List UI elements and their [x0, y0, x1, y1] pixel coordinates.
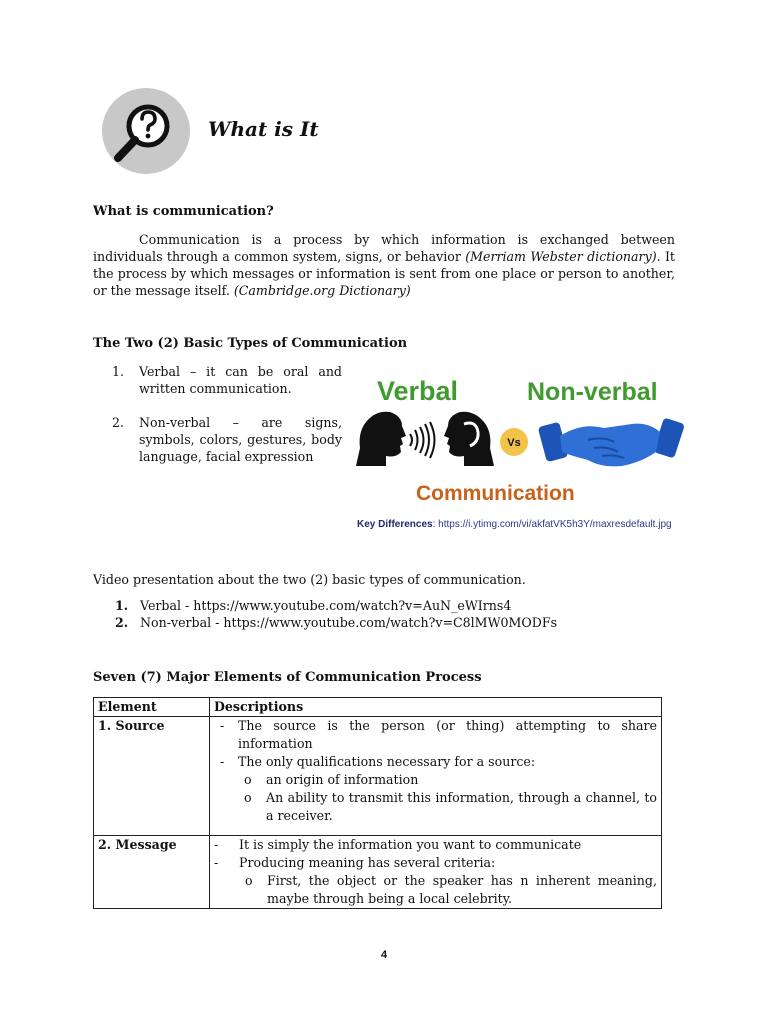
table-row — [94, 717, 662, 836]
list-item-number: 1. — [115, 598, 129, 613]
elements-table — [93, 697, 662, 909]
definition-text-2: . It the process by which messages or information is sent from one place or person to another, or the message itself. — [93, 249, 675, 298]
video-link-verbal[interactable] — [115, 597, 557, 614]
verbal-label: Verbal — [377, 376, 459, 406]
list-item — [112, 363, 342, 397]
magnifier-question-icon — [102, 88, 190, 174]
description-subpoint: An ability to transmit this information, through a channel, to a receiver. — [266, 790, 657, 823]
speaking-head-icon — [356, 412, 406, 466]
video-link-text[interactable]: Non-verbal - https://www.youtube.com/watch?v=C8lMW0MODFs — [140, 615, 558, 630]
column-header-descriptions: Descriptions — [210, 698, 662, 717]
sound-waves-icon — [410, 422, 435, 458]
list-item — [112, 414, 342, 465]
nonverbal-label: Non-verbal — [527, 378, 658, 406]
page-number: 4 — [380, 949, 388, 961]
element-description: - The source is the person (or thing) attempting to share information - The only qualifications necessary for a source: o an origin of information o An ability to transmit this information, through a channel, to a receiver. — [210, 717, 662, 836]
list-item-number: 2. — [115, 615, 129, 630]
table-row — [94, 836, 662, 909]
description-point: Producing meaning has several criteria: — [239, 855, 496, 870]
description-subpoint: First, the object or the speaker has n inherent meaning, maybe through being a local celebrity. — [267, 873, 657, 906]
video-link-nonverbal[interactable] — [115, 614, 557, 631]
listening-head-icon — [444, 412, 494, 466]
verbal-vs-nonverbal-illustration — [352, 362, 686, 514]
page-title: What is It — [208, 117, 319, 141]
video-list — [115, 597, 557, 631]
element-description: - It is simply the information you want to communicate - Producing meaning has several criteria: o First, the object or the speaker has n inherent meaning, maybe through being a local celebrity. — [210, 836, 662, 909]
video-intro: Video presentation about the two (2) basic types of communication. — [93, 572, 526, 587]
definition-source-1: (Merriam Webster dictionary) — [465, 249, 657, 264]
table-header-row — [94, 698, 662, 717]
types-list — [112, 363, 342, 482]
element-name: 2. Message — [94, 836, 210, 909]
description-point: It is simply the information you want to communicate — [239, 837, 582, 852]
communication-label: Communication — [416, 482, 575, 505]
caption-bold: Key Differences — [357, 519, 433, 530]
definition-paragraph — [93, 231, 675, 299]
caption-link[interactable]: : https://i.ytimg.com/vi/akfatVK5h3Y/maxresdefault.jpg — [432, 519, 672, 530]
description-point: The only qualifications necessary for a source: — [238, 754, 536, 769]
definition-source-2: (Cambridge.org Dictionary) — [233, 283, 411, 298]
definition-heading: What is communication? — [93, 204, 274, 219]
types-heading: The Two (2) Basic Types of Communication — [93, 336, 408, 351]
description-subpoint: an origin of information — [266, 772, 419, 787]
list-item-text: Verbal – it can be oral and written communication. — [139, 364, 342, 396]
handshake-icon — [538, 417, 685, 466]
column-header-element: Element — [94, 698, 210, 717]
description-point: The source is the person (or thing) attempting to share information — [238, 718, 657, 751]
list-item-number: 2. — [112, 415, 125, 430]
video-link-text[interactable]: Verbal - https://www.youtube.com/watch?v=AuN_eWIrns4 — [140, 598, 512, 613]
list-item-number: 1. — [112, 364, 125, 379]
elements-heading: Seven (7) Major Elements of Communication Process — [93, 670, 482, 685]
vs-label: Vs — [507, 437, 521, 449]
illustration-caption — [357, 519, 672, 530]
list-item-text: Non-verbal – are signs, symbols, colors, gestures, body language, facial expression — [139, 415, 342, 464]
definition-text-1: Communication is a process by which information is exchanged between individuals through a common system, signs, or behavior — [93, 232, 675, 264]
element-name: 1. Source — [94, 717, 210, 836]
